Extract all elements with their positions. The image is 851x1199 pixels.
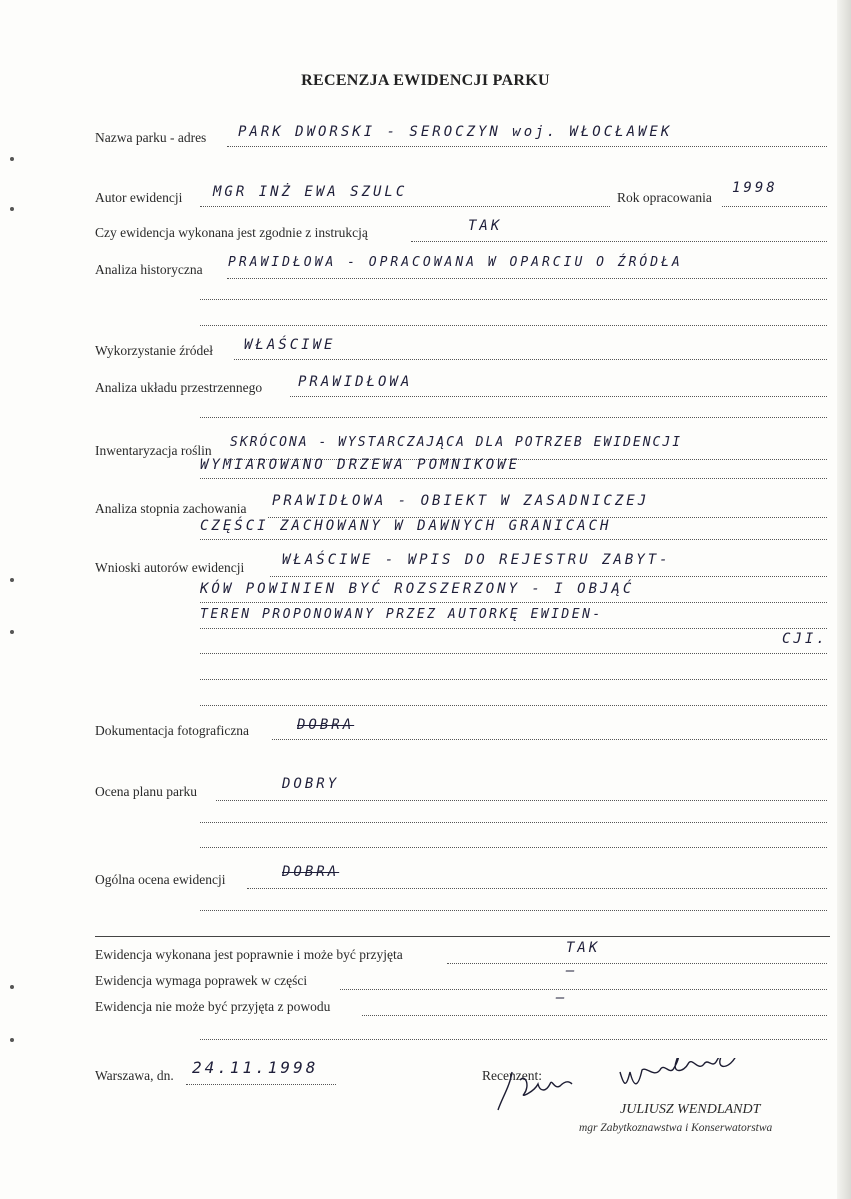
punch-hole-mark (10, 207, 14, 211)
historical-analysis-dotted-line (227, 276, 827, 279)
overall-rating-extra-line (200, 908, 827, 911)
park-plan-rating-dotted-line (216, 798, 827, 801)
year-label: Rok opracowania (617, 190, 712, 205)
overall-rating-dotted-line (247, 886, 827, 889)
park-plan-rating-label: Ocena planu parku (95, 784, 197, 799)
instruction-compliance-label: Czy ewidencja wykonana jest zgodnie z instrukcją (95, 225, 368, 240)
overall-rating-value: DOBRA (282, 864, 340, 880)
park-plan-rating-value: DOBRY (282, 776, 340, 792)
preservation-analysis-value-line-2: CZĘŚCI ZACHOWANY W DAWNYCH GRANICACH (200, 518, 612, 534)
photo-documentation-label: Dokumentacja fotograficzna (95, 723, 250, 738)
reviewer-name: JULIUSZ WENDLANDT (620, 1102, 761, 1117)
conclusions-extra-line (200, 677, 827, 680)
park-plan-extra-line (200, 820, 827, 823)
needs-corrections-value: — (566, 963, 578, 979)
conclusions-value-line-1: WŁAŚCIWE - WPIS DO REJESTRU ZABYT- (282, 552, 671, 568)
conclusions-label: Wnioski autorów ewidencji (95, 560, 245, 575)
park-name-label: Nazwa parku - adres (95, 130, 207, 145)
historical-analysis-label: Analiza historyczna (95, 262, 203, 277)
historical-analysis-extra-line (200, 297, 827, 300)
punch-hole-mark (10, 1038, 14, 1042)
historical-analysis-extra-line (200, 323, 827, 326)
conclusions-dotted-line (270, 574, 827, 577)
spatial-layout-analysis-value: PRAWIDŁOWA (298, 374, 413, 390)
punch-hole-mark (10, 985, 14, 989)
conclusions-second-line (200, 600, 827, 603)
place-date-label: Warszawa, dn. (95, 1068, 174, 1083)
conclusions-value-line-3: TEREN PROPONOWANY PRZEZ AUTORKĘ EWIDEN- (200, 607, 603, 622)
page-edge-shadow (837, 0, 851, 1199)
reviewer-label: Recenzent: (482, 1068, 542, 1083)
punch-hole-mark (10, 578, 14, 582)
conclusions-fourth-line (200, 651, 827, 654)
author-label: Autor ewidencji (95, 190, 183, 205)
park-name-value: PARK DWORSKI - SEROCZYN woj. WŁOCŁAWEK (238, 124, 673, 140)
photo-documentation-dotted-line (272, 737, 827, 740)
accepted-dotted-line (447, 961, 827, 964)
reviewer-title: mgr Zabytkoznawstwa i Konserwatorstwa (579, 1122, 773, 1134)
punch-hole-mark (10, 630, 14, 634)
sources-usage-value: WŁAŚCIWE (244, 337, 336, 353)
rejected-dotted-line (362, 1013, 827, 1016)
plant-inventory-value-line-1: SKRÓCONA - WYSTARCZAJĄCA DLA POTRZEB EWIDENCJI (230, 435, 683, 450)
date-dotted-line (186, 1082, 336, 1085)
plant-inventory-second-line (200, 476, 827, 479)
conclusions-value-line-2: KÓW POWINIEN BYĆ ROZSZERZONY - I OBJĄĆ (200, 581, 635, 597)
rejected-extra-line (200, 1037, 827, 1040)
date-value: 24.11.1998 (192, 1058, 319, 1077)
spatial-layout-analysis-dotted-line (290, 394, 827, 397)
accepted-label: Ewidencja wykonana jest poprawnie i może być przyjęta (95, 947, 403, 962)
conclusions-extra-line (200, 703, 827, 706)
sources-usage-label: Wykorzystanie źródeł (95, 343, 214, 358)
instruction-compliance-value: TAK (468, 218, 503, 234)
historical-analysis-value: PRAWIDŁOWA - OPRACOWANA W OPARCIU O ŹRÓDŁA (228, 255, 683, 270)
park-plan-extra-line (200, 845, 827, 848)
sources-usage-dotted-line (234, 357, 827, 360)
spatial-layout-extra-line (200, 415, 827, 418)
author-dotted-line (200, 204, 610, 207)
photo-documentation-value: DOBRA (297, 717, 355, 733)
year-dotted-line (722, 204, 827, 207)
form-title: RECENZJA EWIDENCJI PARKU (301, 72, 550, 89)
author-value: MGR INŻ EWA SZULC (213, 184, 408, 200)
needs-corrections-dotted-line (340, 987, 827, 990)
rejected-label: Ewidencja nie może być przyjęta z powodu (95, 999, 331, 1014)
conclusions-value-line-4: CJI. (782, 631, 828, 647)
conclusions-third-line (200, 626, 827, 629)
punch-hole-mark (10, 157, 14, 161)
rejected-value: — (556, 990, 568, 1006)
preservation-analysis-value-line-1: PRAWIDŁOWA - OBIEKT W ZASADNICZEJ (272, 493, 650, 509)
overall-rating-label: Ogólna ocena ewidencji (95, 872, 226, 887)
needs-corrections-label: Ewidencja wymaga poprawek w części (95, 973, 308, 988)
preservation-analysis-label: Analiza stopnia zachowania (95, 501, 247, 516)
instruction-compliance-dotted-line (411, 239, 827, 242)
plant-inventory-label: Inwentaryzacja roślin (95, 443, 212, 458)
plant-inventory-value-line-2: WYMIAROWANO DRZEWA POMNIKOWE (200, 457, 521, 473)
accepted-value: TAK (566, 940, 601, 956)
park-name-dotted-line (227, 144, 827, 147)
spatial-layout-analysis-label: Analiza układu przestrzennego (95, 380, 263, 395)
section-divider (95, 936, 830, 937)
year-value: 1998 (732, 180, 778, 196)
preservation-analysis-second-line (200, 537, 827, 540)
